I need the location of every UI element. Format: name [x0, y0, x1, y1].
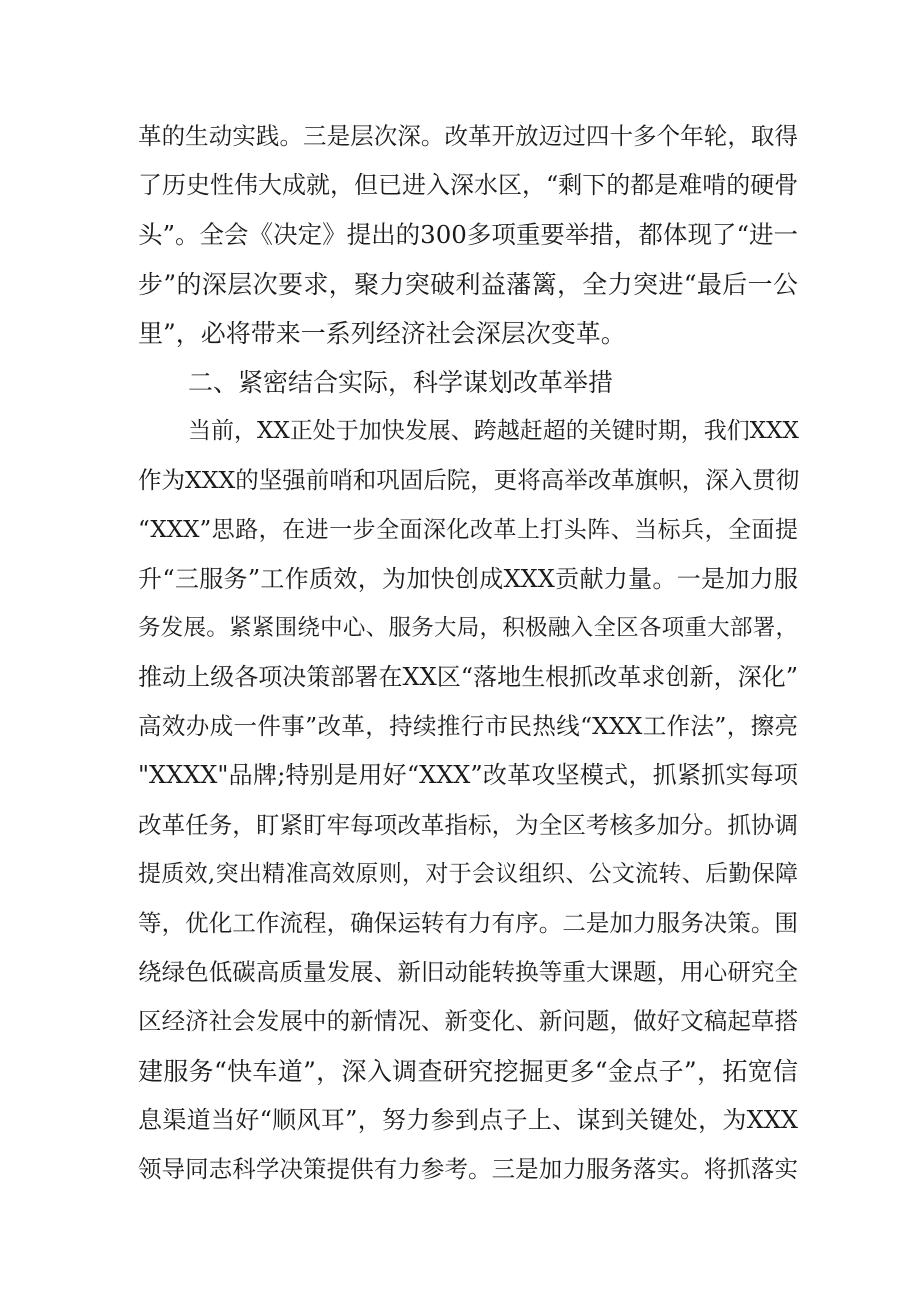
- text-line: 领导同志科学决策提供有力参考。三是加力服务落实。将抓落实: [138, 1154, 798, 1183]
- text-line: 提质效,突出精准高效原则，对于会议组织、公文流转、后勤保障: [138, 860, 798, 887]
- text-line: 绕绿色低碳高质量发展、新旧动能转换等重大课题，用心研究全: [138, 958, 798, 987]
- text-line: 步”的深层次要求，聚力突破利益藩篱，全力突进“最后一公: [138, 269, 798, 299]
- text-line: “XXX”思路，在进一步全面深化改革上打头阵、当标兵，全面提: [138, 516, 798, 543]
- text-line: 务发展。紧紧围绕中心、服务大局，积极融入全区各项重大部署，: [138, 614, 798, 641]
- text-line: 头”。全会《决定》提出的300多项重要举措，都体现了“进一: [138, 220, 798, 250]
- text-line: "XXXX"品牌;特别是用好“XXX”改革攻坚模式，抓紧抓实每项: [138, 761, 798, 790]
- text-line: 等，优化工作流程，确保运转有力有序。二是加力服务决策。围: [138, 909, 798, 937]
- text-line: 革的生动实践。三是层次深。改革开放迈过四十多个年轮，取得: [138, 122, 798, 150]
- text-line: 区经济社会发展中的新情况、新变化、新问题，做好文稿起草搭: [138, 1007, 798, 1036]
- text-line: 建服务“快车道”，深入调查研究挖掘更多“金点子”，拓宽信: [138, 1056, 798, 1086]
- text-line: 改革任务，盯紧盯牢每项改革指标，为全区考核多加分。抓协调: [138, 810, 798, 839]
- text-line: 推动上级各项决策部署在XX区“落地生根抓改革求创新，深化”: [138, 663, 798, 692]
- document-body: [138, 112, 798, 1194]
- text-line: 了历史性伟大成就，但已进入深水区，“剩下的都是难啃的硬骨: [138, 171, 799, 200]
- text-line: 升“三服务”工作质效，为加快创成XXX贡献力量。一是加力服: [138, 564, 798, 593]
- text-line: 高效办成一件事”改革，持续推行市民热线“XXX工作法”，擦亮: [138, 712, 798, 741]
- section-heading: 二、紧密结合实际，科学谋划改革举措: [188, 367, 614, 397]
- text-line: 息渠道当好“顺风耳”，努力参到点子上、谋到关键处，为XXX: [138, 1105, 798, 1134]
- text-line: 当前，XX正处于加快发展、跨越赶超的关键时期，我们XXX: [188, 418, 799, 445]
- text-line: 里”，必将带来一系列经济社会深层次变革。: [138, 318, 626, 348]
- text-line: 作为XXX的坚强前哨和巩固后院，更将高举改革旗帜，深入贯彻: [138, 466, 800, 495]
